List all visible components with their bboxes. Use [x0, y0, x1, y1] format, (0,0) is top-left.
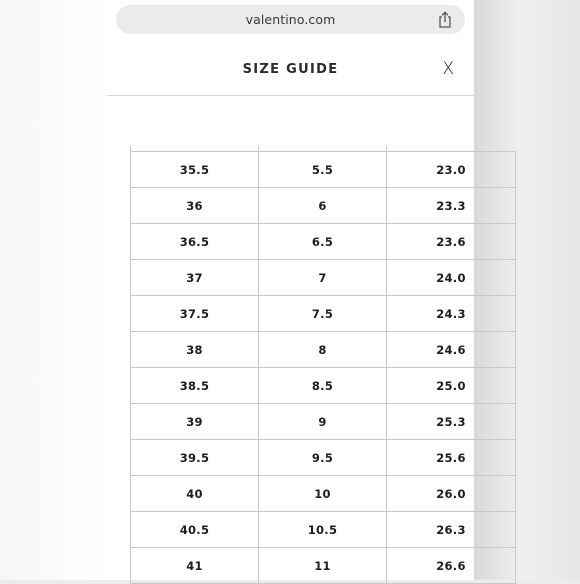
- table-row: [131, 332, 516, 368]
- table-cell: 8.5: [259, 368, 387, 404]
- table-cell: 25.0: [387, 368, 516, 404]
- table-cell: 8: [259, 332, 387, 368]
- table-cell: 5.5: [259, 152, 387, 188]
- background-left: [0, 0, 107, 580]
- table-cell: 36: [131, 188, 259, 224]
- table-cell: 11: [259, 548, 387, 584]
- table-cell: 26.0: [387, 476, 516, 512]
- table-cell: 9: [259, 404, 387, 440]
- table-row: [131, 260, 516, 296]
- table-cell: 37.5: [131, 296, 259, 332]
- size-table: [130, 151, 516, 584]
- table-row: [131, 188, 516, 224]
- table-cell: 25.3: [387, 404, 516, 440]
- table-cell: 26.6: [387, 548, 516, 584]
- table-cell: 37: [131, 260, 259, 296]
- table-cell: 39: [131, 404, 259, 440]
- table-cell: 35.5: [131, 152, 259, 188]
- table-cell: 7: [259, 260, 387, 296]
- url-text[interactable]: valentino.com: [245, 12, 336, 27]
- table-row: [131, 224, 516, 260]
- table-row: [131, 548, 516, 584]
- table-cell: 10.5: [259, 512, 387, 548]
- page-title: SIZE GUIDE: [242, 62, 339, 77]
- table-row: [131, 440, 516, 476]
- table-cell: 40: [131, 476, 259, 512]
- size-table-container[interactable]: [130, 146, 466, 580]
- table-cell: 24.0: [387, 260, 516, 296]
- table-cell: 36.5: [131, 224, 259, 260]
- table-cell: 7.5: [259, 296, 387, 332]
- table-cell: 41: [131, 548, 259, 584]
- table-row: [131, 296, 516, 332]
- table-row: [131, 368, 516, 404]
- table-cell: 6.5: [259, 224, 387, 260]
- table-row: [131, 404, 516, 440]
- table-cell: 24.6: [387, 332, 516, 368]
- address-bar[interactable]: [116, 5, 465, 34]
- table-cell: 26.3: [387, 512, 516, 548]
- table-cell: 23.6: [387, 224, 516, 260]
- size-guide-header: [107, 44, 474, 96]
- table-cell: 25.6: [387, 440, 516, 476]
- share-icon[interactable]: [437, 11, 453, 28]
- table-cell: 23.0: [387, 152, 516, 188]
- close-button[interactable]: X: [442, 59, 454, 79]
- table-row: [131, 476, 516, 512]
- table-cell: 39.5: [131, 440, 259, 476]
- table-cell: 38: [131, 332, 259, 368]
- table-cell: 38.5: [131, 368, 259, 404]
- table-cell: 23.3: [387, 188, 516, 224]
- table-cell: 40.5: [131, 512, 259, 548]
- table-cell: 24.3: [387, 296, 516, 332]
- table-row: [131, 152, 516, 188]
- table-cell: 10: [259, 476, 387, 512]
- table-cell: 9.5: [259, 440, 387, 476]
- table-cell: 6: [259, 188, 387, 224]
- mobile-browser-screen: [107, 0, 474, 580]
- table-row: [131, 512, 516, 548]
